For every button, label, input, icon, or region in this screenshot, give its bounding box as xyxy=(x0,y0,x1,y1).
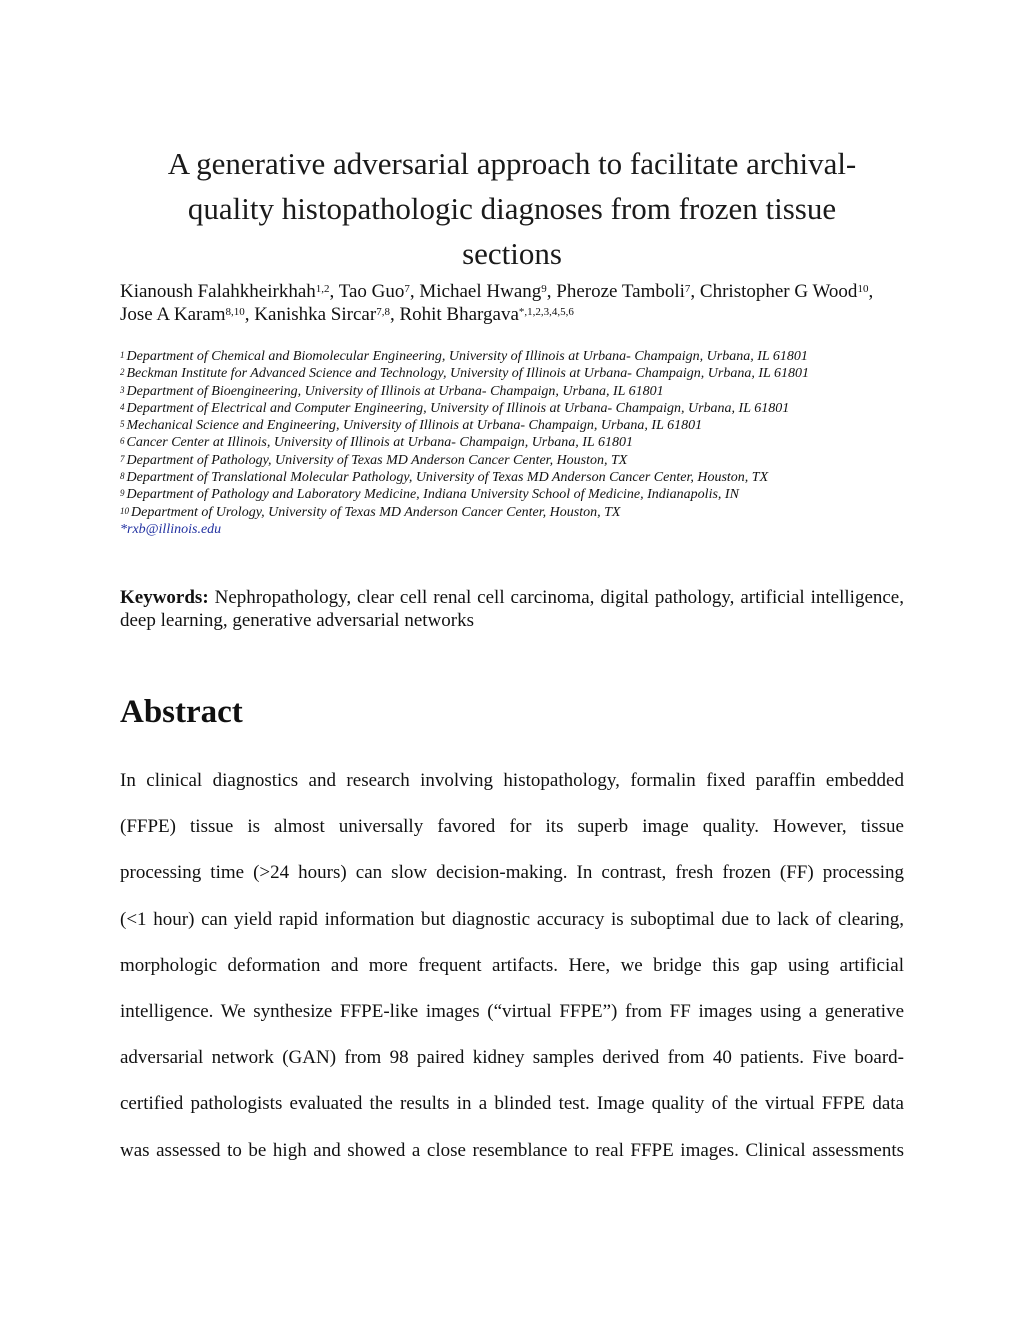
keywords-label: Keywords: xyxy=(120,587,209,608)
affiliation-item: $^3$ Department of Bioengineering, University of Illinois at Urbana- Champaign, Urbana, IL 61801 xyxy=(120,383,664,399)
keywords-paragraph xyxy=(120,586,904,632)
abstract-heading: Abstract xyxy=(120,694,243,730)
author: Pheroze Tamboli$^7$, xyxy=(556,281,700,302)
title-line: sections xyxy=(462,236,562,271)
affiliation-item: $^8$ Department of Translational Molecular Pathology, University of Texas MD Anderson Cancer Center, Houston, TX xyxy=(120,470,769,486)
abstract-line: morphologic deformation and more frequent artifacts. Here, we bridge this gap using artificial xyxy=(120,954,904,976)
author: Tao Guo$^7$, xyxy=(338,281,420,302)
abstract-line: (FFPE) tissue is almost universally favored for its superb image quality. However, tissue xyxy=(120,816,904,838)
affiliation-item: $^1$ Department of Chemical and Biomolecular Engineering, University of Illinois at Urbana- Champaign, Urbana, IL 61801 xyxy=(120,349,808,364)
author-list xyxy=(120,280,904,326)
abstract-line: intelligence. We synthesize FFPE-like images (“virtual FFPE”) from FF images using a generative xyxy=(120,1000,904,1022)
abstract-line: processing time (>24 hours) can slow decision-making. In contrast, fresh frozen (FF) processing xyxy=(120,862,904,884)
keywords-text: Nephropathology, clear cell renal cell carcinoma, digital pathology, artificial intelligence, deep learning, generative adversarial networks xyxy=(120,587,904,631)
author: Kanishka Sircar$^{7,8}$, xyxy=(254,304,400,325)
affiliation-item: $^4$ Department of Electrical and Computer Engineering, University of Illinois at Urbana- Champaign, Urbana, IL 61801 xyxy=(120,400,790,416)
affiliation-item: $^2$ Beckman Institute for Advanced Science and Technology, University of Illinois at Urbana- Champaign, Urbana, IL 61801 xyxy=(120,366,810,382)
title-line: quality histopathologic diagnoses from frozen tissue xyxy=(187,191,837,226)
affiliation-item: $^5$ Mechanical Science and Engineering, University of Illinois at Urbana- Champaign, Urbana, IL 61801 xyxy=(120,418,703,434)
affiliation-item: $^{10}$ Department of Urology, University of Texas MD Anderson Cancer Center, Houston, TX xyxy=(120,504,621,520)
corresponding-email-link[interactable]: *rxb@illinois.edu xyxy=(120,521,222,537)
affiliation-item: $^9$ Department of Pathology and Laboratory Medicine, Indiana University School of Medicine, Indianapolis, IN xyxy=(120,487,739,503)
abstract-line: was assessed to be high and showed a close resemblance to real FFPE images. Clinical assessments xyxy=(120,1139,904,1161)
affiliation-list xyxy=(120,348,904,538)
affiliation-item: $^6$ Cancer Center at Illinois, University of Illinois at Urbana- Champaign, Urbana, IL 61801 xyxy=(120,435,633,451)
abstract-line: certified pathologists evaluated the results in a blinded test. Image quality of the virtual FFPE data xyxy=(120,1093,904,1115)
author: Michael Hwang$^9$, xyxy=(419,281,557,302)
author: Christopher G Wood$^{10}$, xyxy=(699,281,874,302)
abstract-line: In clinical diagnostics and research involving histopathology, formalin fixed paraffin embedded xyxy=(120,770,904,791)
author: Rohit Bhargava$^{*,1,2,3,4,5,6}$ xyxy=(399,304,574,325)
abstract-line: adversarial network (GAN) from 98 paired kidney samples derived from 40 patients. Five board- xyxy=(120,1047,904,1069)
paper-title xyxy=(120,141,904,276)
abstract-body xyxy=(120,766,904,1182)
abstract-line: (<1 hour) can yield rapid information but diagnostic accuracy is suboptimal due to lack of clearing, xyxy=(120,908,904,930)
author: Kianoush Falahkheirkhah$^{1,2}$, xyxy=(120,281,339,302)
title-line: A generative adversarial approach to facilitate archival- xyxy=(167,146,857,181)
author: Jose A Karam$^{8,10}$, xyxy=(120,304,255,325)
affiliation-item: $^7$ Department of Pathology, University of Texas MD Anderson Cancer Center, Houston, TX xyxy=(120,452,628,468)
